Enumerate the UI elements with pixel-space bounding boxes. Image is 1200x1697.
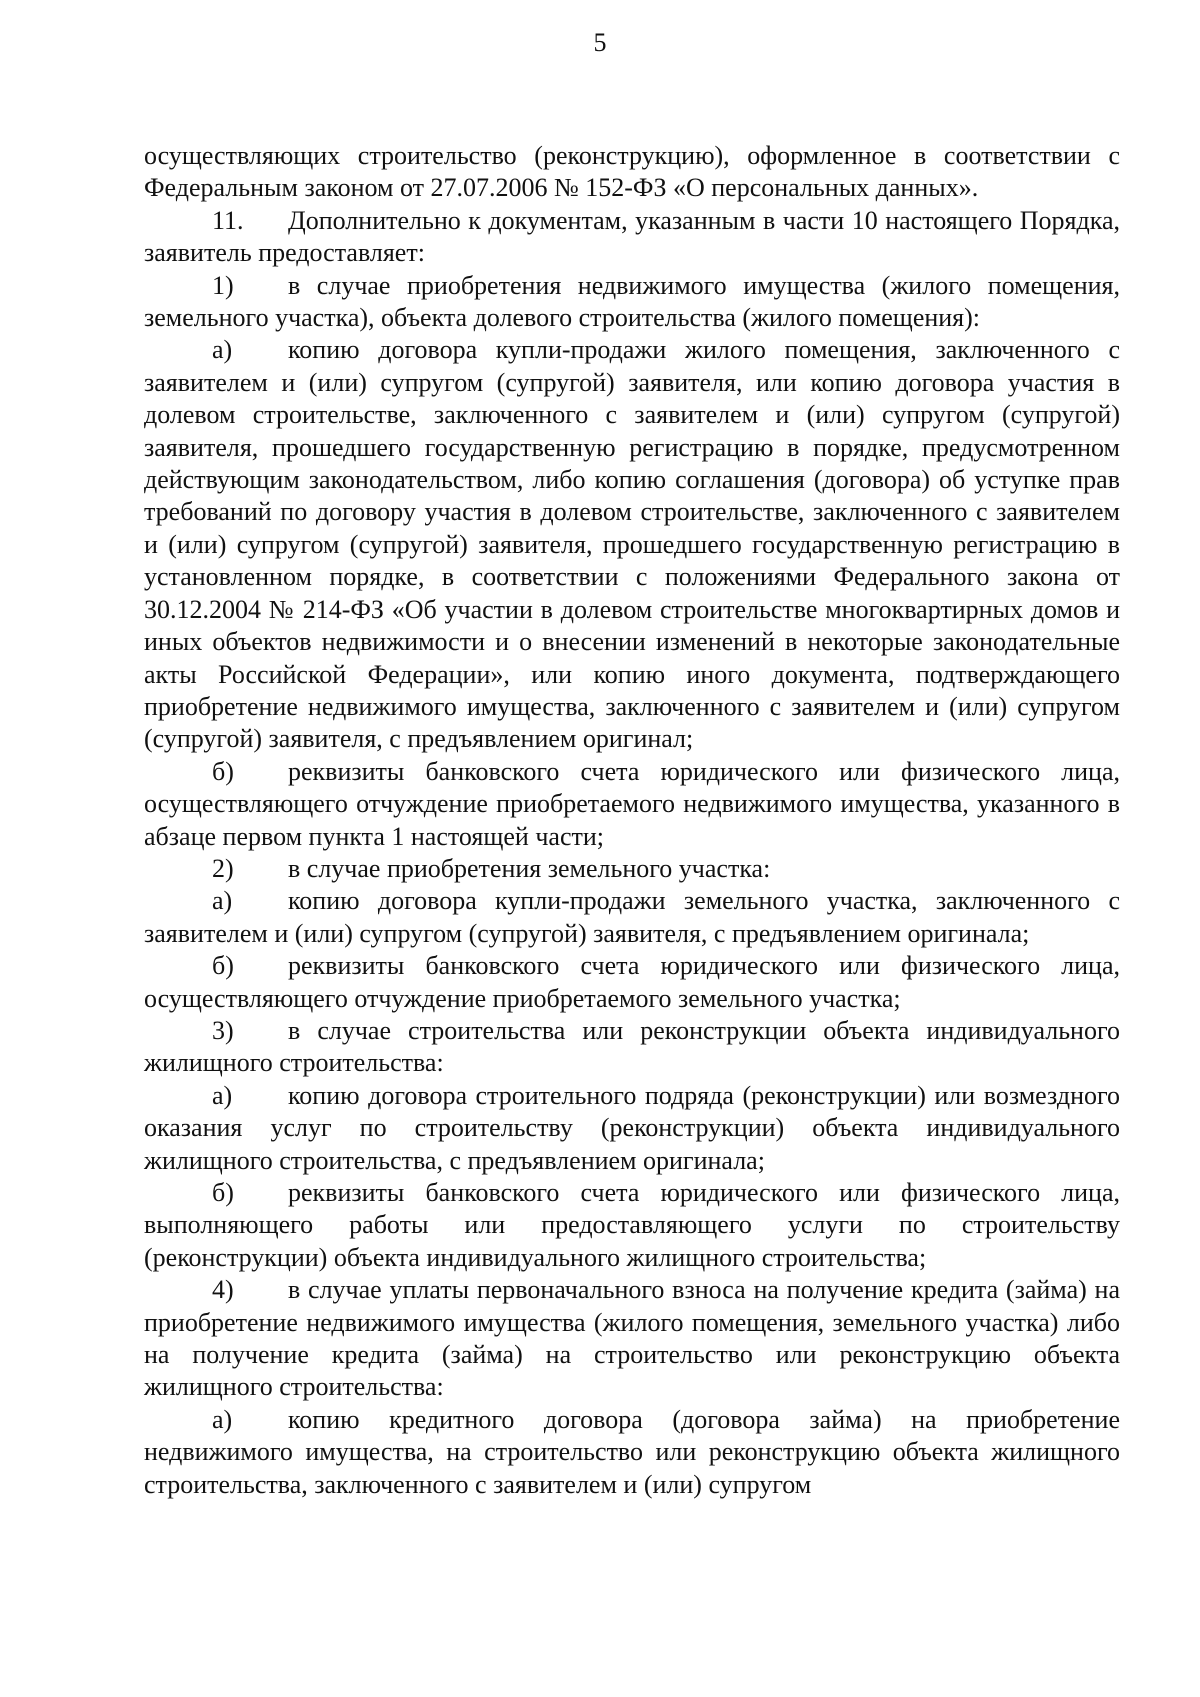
paragraph-text: реквизиты банковского счета юридического или физического лица, осуществляющего отчуждение приобретаемого земельного участка; <box>144 951 1120 1013</box>
paragraph-text: копию кредитного договора (договора займа) на приобретение недвижимого имущества, на строительство или реконструкцию объекта жилищного строительства, заключенного с заявителем и (или) супругом <box>144 1404 1120 1499</box>
paragraph-text: копию договора купли-продажи земельного участка, заключенного с заявителем и (или) супругом (супругой) заявителя, с предъявлением оригинала; <box>144 886 1120 948</box>
paragraph-subitem-2a <box>144 885 1120 950</box>
page-number: 5 <box>593 28 607 57</box>
paragraph-marker: а) <box>212 1080 233 1110</box>
paragraph-subitem-3b <box>144 1177 1120 1274</box>
paragraph-subitem-1a <box>144 334 1120 755</box>
paragraph-marker: а) <box>212 335 233 365</box>
paragraph-text: в случае приобретения недвижимого имущества (жилого помещения, земельного участка), объекта долевого строительства (жилого помещения): <box>144 270 1120 333</box>
paragraph-subitem-4 <box>144 1274 1120 1404</box>
paragraph-subitem-3a <box>144 1080 1120 1177</box>
paragraph-text: осуществляющих строительство (реконструкцию), оформленное в соответствии с Федеральным законом от 27.07.2006 № 152-ФЗ «О персональных данных». <box>144 141 1120 203</box>
paragraph-marker: 4) <box>212 1275 234 1305</box>
paragraph-subitem-1 <box>144 270 1120 335</box>
paragraph-subitem-2 <box>144 853 1120 885</box>
paragraph-marker: а) <box>212 886 233 916</box>
paragraph-text: Дополнительно к документам, указанным в части 10 настоящего Порядка, заявитель предоставляет: <box>144 205 1120 268</box>
paragraph-text: копию договора строительного подряда (реконструкции) или возмездного оказания услуг по строительству (реконструкции) объекта индивидуального жилищного строительства, с предъявлением оригинала; <box>144 1080 1120 1175</box>
paragraph-subitem-4a <box>144 1404 1120 1501</box>
paragraph-continuation <box>144 140 1120 205</box>
paragraph-marker: 11. <box>212 205 244 235</box>
paragraph-item-11 <box>144 205 1120 270</box>
paragraph-marker: 2) <box>212 853 234 883</box>
document-body <box>144 140 1120 1501</box>
paragraph-marker: 1) <box>212 270 234 300</box>
paragraph-subitem-3 <box>144 1015 1120 1080</box>
paragraph-text: реквизиты банковского счета юридического или физического лица, выполняющего работы или предоставляющего услуги по строительству (реконструкции) объекта индивидуального жилищного строительства; <box>144 1178 1120 1272</box>
paragraph-text: реквизиты банковского счета юридического или физического лица, осуществляющего отчуждение приобретаемого недвижимого имущества, указанного в абзаце первом пункта 1 настоящей части; <box>144 756 1120 851</box>
paragraph-marker: б) <box>212 951 234 981</box>
paragraph-text: в случае уплаты первоначального взноса на получение кредита (займа) на приобретение недвижимого имущества (жилого помещения, земельного участка) либо на получение кредита (займа) на строительство или реконструкцию объекта жилищного строительства: <box>144 1275 1120 1402</box>
paragraph-marker: б) <box>212 756 234 786</box>
paragraph-marker: 3) <box>212 1015 234 1045</box>
paragraph-marker: а) <box>212 1404 233 1434</box>
paragraph-marker: б) <box>212 1178 234 1207</box>
paragraph-text: копию договора купли-продажи жилого помещения, заключенного с заявителем и (или) супругом (супругой) заявителя, или копию договора участия в долевом строительстве, заключенного с заявителем и (или) супругом (супругой) заявителя, прошедшего государственную регистрацию в порядке, предусмотренном действующим законодательством, либо копию соглашения (договора) об уступке прав требований по договору участия в долевом строительстве, заключенного с заявителем и (или) супругом (супругой) заявителя, прошедшего государственную регистрацию в установленном порядке, в соответствии с положениями Федерального закона от 30.12.2004 № 214-ФЗ «Об участии в долевом строительстве многоквартирных домов и иных объектов недвижимости и о внесении изменений в некоторые законодательные акты Российской Федерации», или копию иного документа, подтверждающего приобретение недвижимого имущества, заключенного с заявителем и (или) супругом (супругой) заявителя, с предъявлением оригинал; <box>144 335 1120 754</box>
paragraph-text: в случае приобретения земельного участка: <box>288 853 771 883</box>
paragraph-subitem-1b <box>144 756 1120 853</box>
paragraph-subitem-2b <box>144 950 1120 1015</box>
paragraph-text: в случае строительства или реконструкции объекта индивидуального жилищного строительства: <box>144 1015 1120 1078</box>
